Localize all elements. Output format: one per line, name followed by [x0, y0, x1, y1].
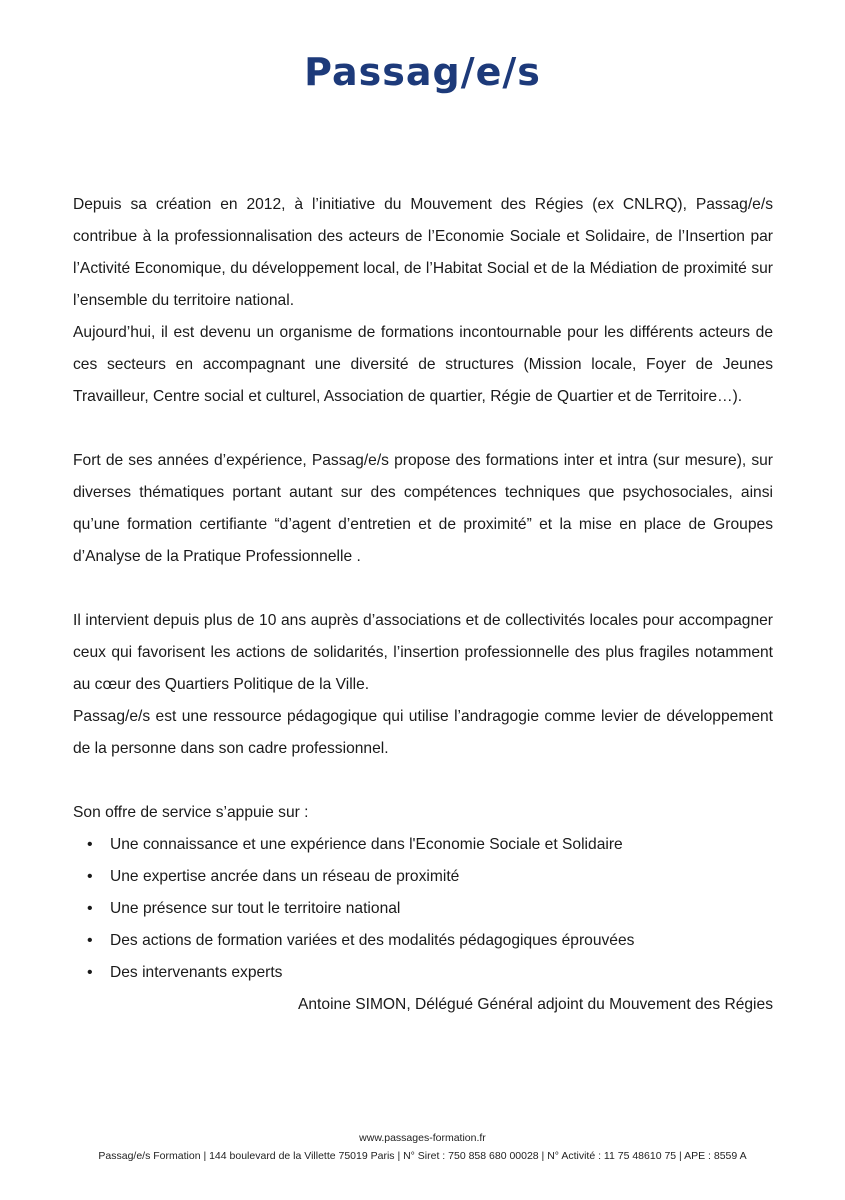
offer-list-item: • Des intervenants experts	[73, 957, 773, 989]
paragraph-intervention: Il intervient depuis plus de 10 ans auprès d’associations et de collectivités locales pour accompagner ceux qui favorisent les actions de solidarités, l’insertion professionnelle des plus fragiles notamment au cœur des Quartiers Politique de la Ville.	[73, 612, 773, 693]
paragraph-today: Aujourd’hui, il est devenu un organisme de formations incontournable pour les différents acteurs de ces secteurs en accompagnant une diversité de structures (Mission locale, Foyer de Jeunes Travailleur, Centre social et culturel, Association de quartier, Régie de Quartier et de Territoire…).	[73, 324, 773, 405]
paragraph-spacer	[73, 765, 773, 797]
offer-list	[73, 829, 773, 989]
paragraph-spacer	[73, 413, 773, 445]
offer-list-item: • Une présence sur tout le territoire national	[73, 893, 773, 925]
paragraph-experience: Fort de ses années d’expérience, Passag/e/s propose des formations inter et intra (sur mesure), sur diverses thématiques portant autant sur des compétences techniques que psychosociales, ainsi qu’une formation certifiante “d’agent d’entretien et de proximité” et la mise en place de Groupes d’Analyse de la Pratique Professionnelle .	[73, 452, 773, 565]
paragraph-resource: Passag/e/s est une ressource pédagogique qui utilise l’andragogie comme levier de développement de la personne dans son cadre professionnel.	[73, 708, 773, 757]
footer-website-link[interactable]: www.passages-formation.fr	[359, 1132, 486, 1144]
offer-intro: Son offre de service s’appuie sur :	[73, 804, 309, 821]
offer-list-item: • Une expertise ancrée dans un réseau de proximité	[73, 861, 773, 893]
offer-list-item: • Des actions de formation variées et des modalités pédagogiques éprouvées	[73, 925, 773, 957]
footer-company-info: Passag/e/s Formation | 144 boulevard de la Villette 75019 Paris | N° Siret : 750 858 680 00028 | N° Activité : 11 75 48610 75 | APE : 8559 A	[98, 1150, 747, 1162]
page-title: Passag/e/s	[304, 50, 541, 94]
paragraph-history: Depuis sa création en 2012, à l’initiative du Mouvement des Régies (ex CNLRQ), Passag/e/s contribue à la professionnalisation des acteurs de l’Economie Sociale et Solidaire, de l’Insertion par l’Activité Economique, du développement local, de l’Habitat Social et de la Médiation de proximité sur l’ensemble du territoire national.	[73, 196, 773, 309]
paragraph-spacer	[73, 573, 773, 605]
signature: Antoine SIMON, Délégué Général adjoint du Mouvement des Régies	[297, 996, 773, 1013]
offer-list-item: • Une connaissance et une expérience dans l'Economie Sociale et Solidaire	[73, 829, 773, 861]
document-body	[73, 189, 773, 1021]
